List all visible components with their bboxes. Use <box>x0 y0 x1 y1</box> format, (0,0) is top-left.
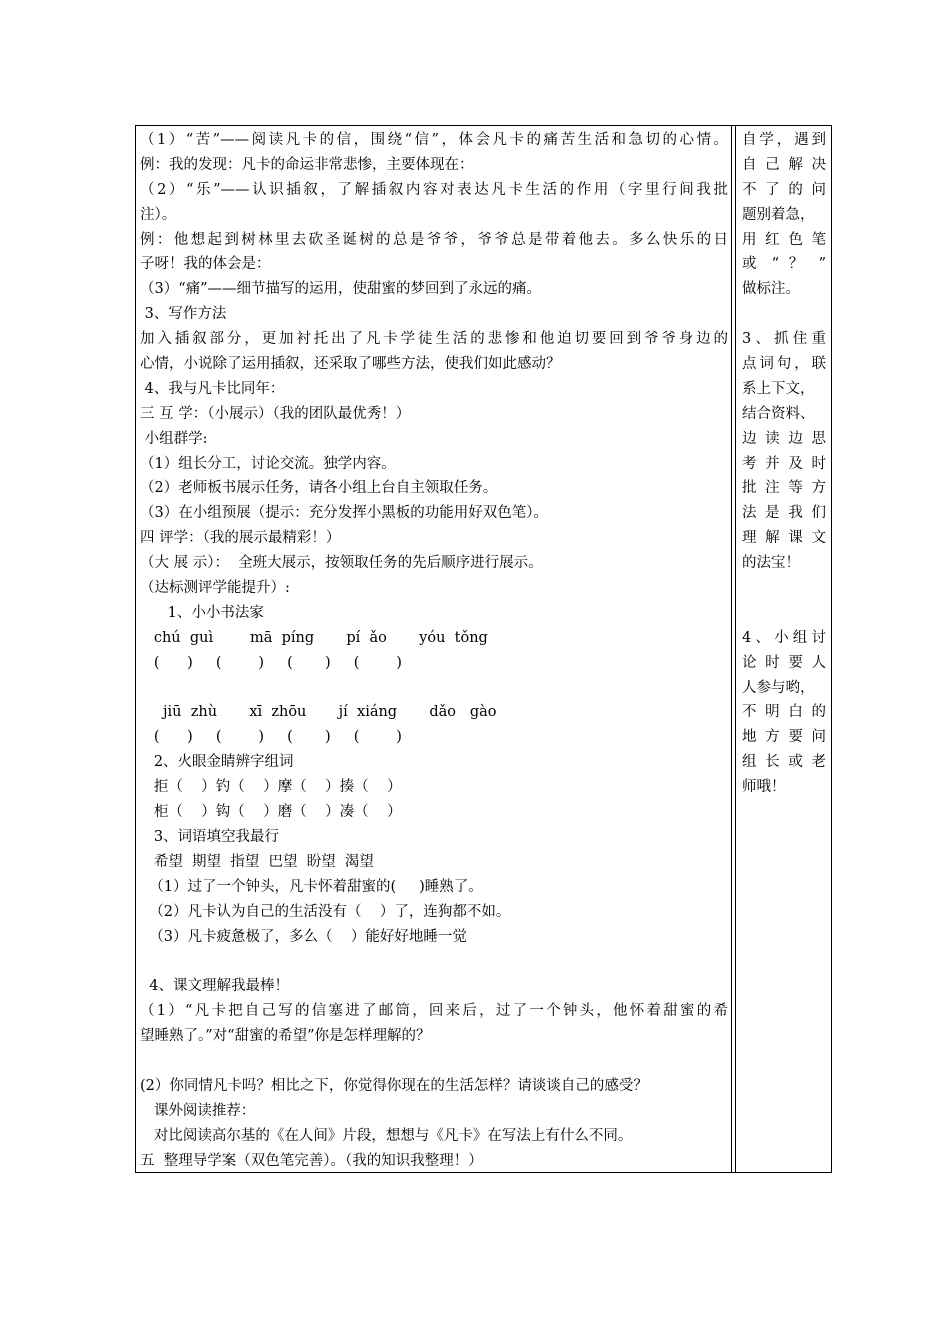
main-text-line: 例：我的发现：凡卡的命运非常悲惨，主要体现在： <box>140 156 474 173</box>
side-note-line: 结合资料、 <box>742 405 815 422</box>
column-divider-inner <box>735 126 736 1172</box>
side-note-line <box>742 601 826 626</box>
main-text-line: 三 互 学：（小展示）（我的团队最优秀！） <box>140 405 411 422</box>
main-text-line: （3）“痛”——细节描写的运用，使甜蜜的梦回到了永远的痛。 <box>140 281 542 298</box>
main-text-line: （大 展 示）： 全班大展示，按领取任务的先后顺序进行展示。 <box>140 555 543 572</box>
main-text-line: 五 整理导学案（双色笔完善）。（我的知识我整理！） <box>140 1152 483 1169</box>
main-text-line <box>140 1049 728 1074</box>
main-text-line: 3、写作方法 <box>140 306 227 323</box>
main-text-line: ( ) ( ) ( ) ( ) <box>140 654 402 671</box>
main-text-line: 柜（ ）钩（ ）磨（ ）凑（ ） <box>140 804 402 821</box>
main-text-line: （3）凡卡疲惫极了，多么（ ）能好好地睡一觉 <box>140 928 467 945</box>
main-text-line: chú guì mā píng pí ǎo yóu tǒng <box>140 629 488 646</box>
side-note-line: 用 红 色 笔 <box>742 231 826 248</box>
main-text-line: （1）组长分工，讨论交流。独学内容。 <box>140 455 396 472</box>
main-text-line: 对比阅读高尔基的《在人间》片段，想想与《凡卡》在写法上有什么不同。 <box>140 1127 633 1144</box>
side-note-line: 理 解 课 文 <box>742 530 826 547</box>
main-content-column <box>140 128 728 1173</box>
main-text-line: 4、我与凡卡比同年： <box>140 380 285 397</box>
lesson-table <box>135 125 832 1173</box>
side-note-line: 自 己 解 决 <box>742 156 826 173</box>
main-text-line: 小组群学: <box>140 430 208 447</box>
main-text-line: 1、小小书法家 <box>140 604 264 621</box>
side-note-line: 不 明 白 的 <box>742 704 826 721</box>
side-note-line: 边 读 边 思 <box>742 430 826 447</box>
main-text-line: （2）“乐”——认识插叙，了解插叙内容对表达凡卡生活的作用（字里行间我批 <box>140 181 728 198</box>
side-note-line: 的法宝！ <box>742 555 800 572</box>
side-note-line: 4、小组讨 <box>742 629 826 646</box>
main-text-line: 4、课文理解我最棒！ <box>140 978 289 995</box>
main-text-line: 四 评学：（我的展示最精彩！） <box>140 530 341 547</box>
side-note-line: 或 “ ？ ” <box>742 256 826 273</box>
side-note-line: 师哦！ <box>742 779 786 796</box>
side-note-line: 自学，遇到 <box>742 132 826 148</box>
side-note-line: 论 时 要 人 <box>742 654 826 671</box>
main-text-line <box>140 949 728 974</box>
side-note-line: 法 是 我 们 <box>742 505 826 522</box>
main-text-line: 加入插叙部分，更加衬托出了凡卡学徒生活的悲惨和他迫切要回到爷爷身边的 <box>140 331 728 348</box>
main-text-line: 心情，小说除了运用插叙，还采取了哪些方法，使我们如此感动？ <box>140 356 561 373</box>
main-text-line: 子呀！我的体会是： <box>140 256 271 273</box>
main-text-line: 拒（ ）钓（ ）摩（ ）揍（ ） <box>140 779 402 796</box>
main-text-line: （1）“苦”——阅读凡卡的信，围绕“信”，体会凡卡的痛苦生活和急切的心情。 <box>140 132 728 148</box>
main-text-line: jiū zhù xī zhōu jí xiáng dǎo gào <box>140 704 497 721</box>
main-text-line: ( ) ( ) ( ) ( ) <box>140 729 402 746</box>
main-text-line: （2）凡卡认为自己的生活没有（ ）了，连狗都不如。 <box>140 903 511 920</box>
side-note-line: 做标注。 <box>742 281 800 298</box>
side-note-line <box>742 302 826 327</box>
side-note-line <box>742 576 826 601</box>
side-note-line: 点词句，联 <box>742 356 826 373</box>
side-note-line: 不 了 的 问 <box>742 181 826 198</box>
side-note-line: 地 方 要 问 <box>742 729 826 746</box>
main-text-line: 希望 期望 指望 巴望 盼望 渴望 <box>140 853 374 870</box>
side-note-line: 组 长 或 老 <box>742 754 826 771</box>
main-text-line: 望睡熟了。”对“甜蜜的希望”你是怎样理解的？ <box>140 1028 431 1045</box>
side-note-line: 批 注 等 方 <box>742 480 826 497</box>
side-notes-column <box>742 128 826 800</box>
main-text-line: （2）老师板书展示任务，请各小组上台自主领取任务。 <box>140 480 498 497</box>
column-divider <box>731 126 732 1172</box>
side-note-line: 考 并 及 时 <box>742 455 826 472</box>
main-text-line: （达标测评学能提升）: <box>140 580 290 597</box>
side-note-line: 系上下文， <box>742 380 815 397</box>
main-text-line: 2、火眼金睛辨字组词 <box>140 754 294 771</box>
main-text-line: 注）。 <box>140 206 177 223</box>
main-text-line: （3）在小组预展（提示：充分发挥小黑板的功能用好双色笔）。 <box>140 505 548 522</box>
side-note-line: 人参与哟， <box>742 679 815 696</box>
main-text-line: 课外阅读推荐： <box>140 1102 256 1119</box>
side-note-line: 题别着急， <box>742 206 815 223</box>
main-text-line: 3、词语填空我最行 <box>140 828 280 845</box>
main-text-line: （1）过了一个钟头，凡卡怀着甜蜜的( )睡熟了。 <box>140 878 483 895</box>
main-text-line <box>140 676 728 701</box>
side-note-line: 3、抓住重 <box>742 331 826 348</box>
main-text-line: （1）“凡卡把自己写的信塞进了邮筒，回来后，过了一个钟头，他怀着甜蜜的希 <box>140 1003 728 1020</box>
main-text-line: 例：他想起到树林里去砍圣诞树的总是爷爷，爷爷总是带着他去。多么快乐的日 <box>140 231 728 248</box>
main-text-line: (2）你同情凡卡吗？相比之下，你觉得你现在的生活怎样？请谈谈自己的感受？ <box>140 1077 648 1094</box>
